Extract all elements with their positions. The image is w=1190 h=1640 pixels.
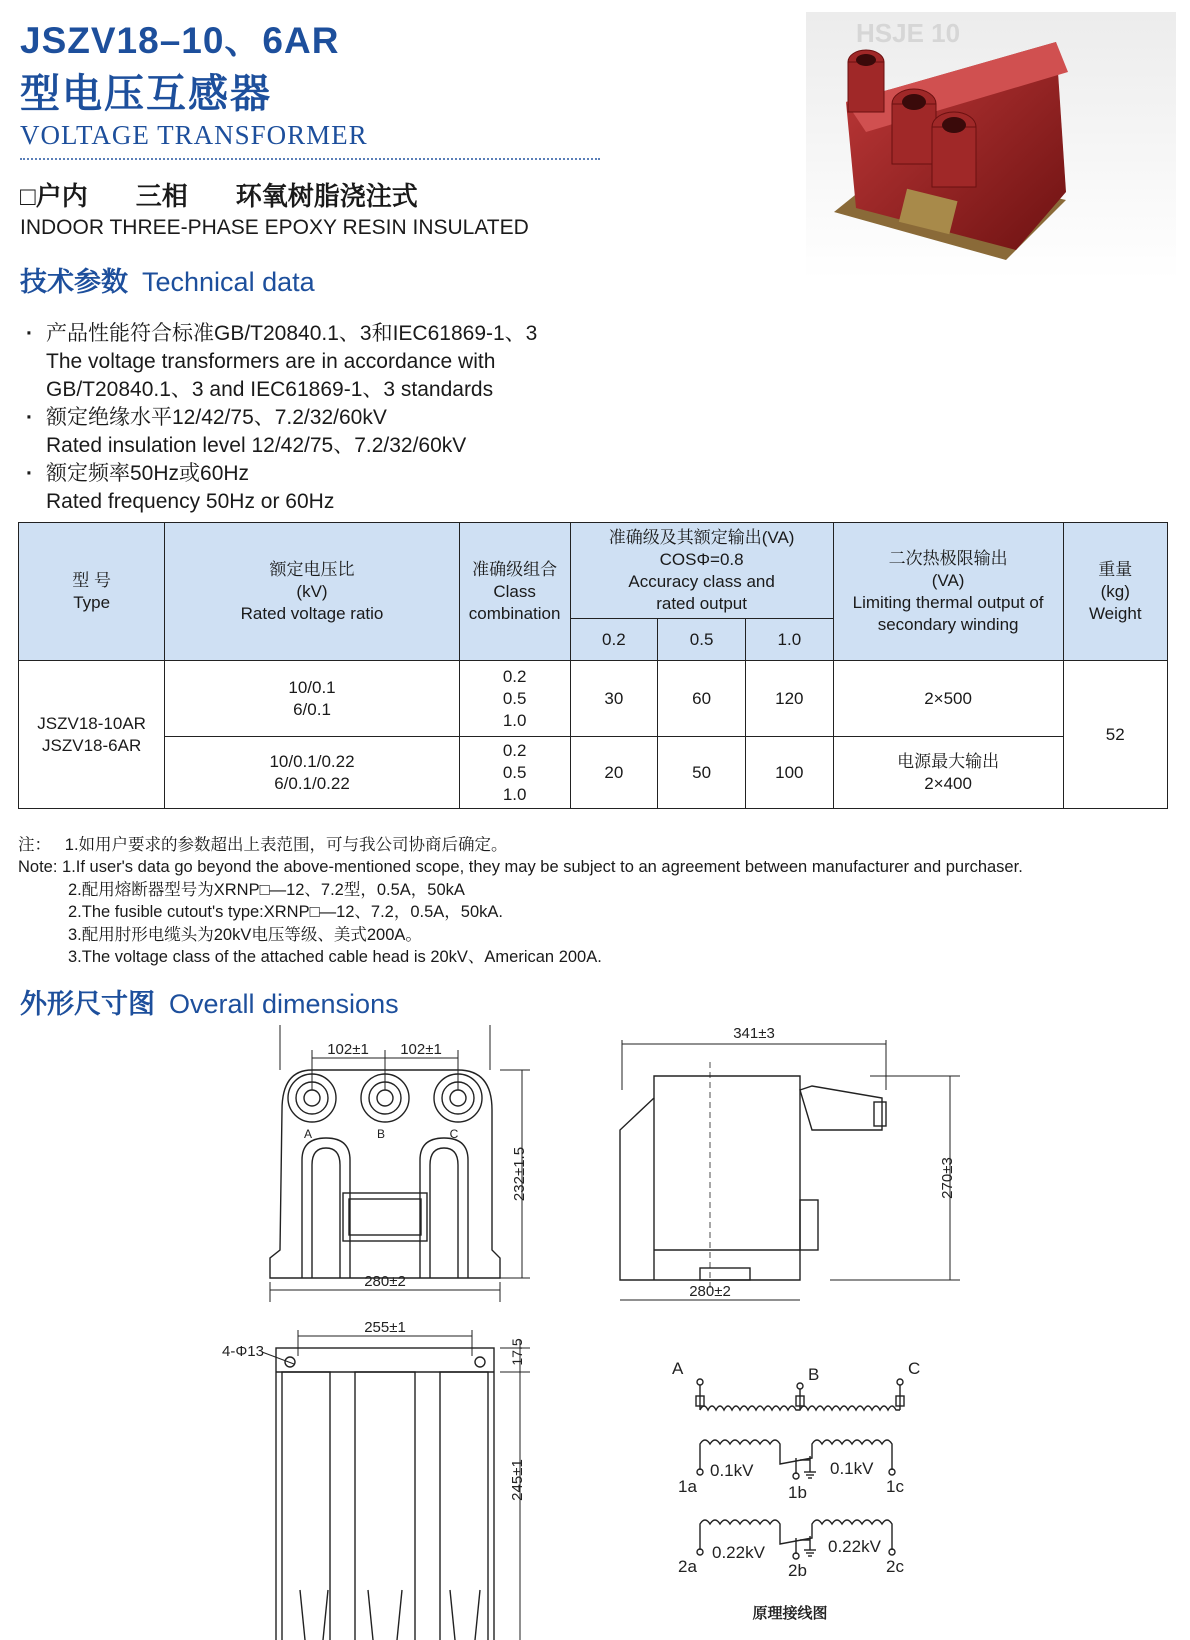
wiring-phase-c: C xyxy=(908,1359,921,1378)
class-02: 0.2 xyxy=(502,740,527,760)
class-05: 0.5 xyxy=(502,688,527,708)
wiring-phase-b: B xyxy=(808,1365,820,1384)
class-10: 1.0 xyxy=(502,710,527,730)
dim-bottom-top: 17.5 xyxy=(509,1338,525,1366)
wiring-2a: 2a xyxy=(678,1557,697,1576)
header-ratio-unit: (kV) xyxy=(296,581,328,601)
type-three-phase: 三相 xyxy=(135,181,188,211)
wiring-2b: 2b xyxy=(788,1561,807,1580)
dim-front-d1: 102±1 xyxy=(327,1041,369,1058)
header-class xyxy=(459,523,570,661)
cell-v02: 20 xyxy=(570,737,658,809)
bullet-standard-cn: · 产品性能符合标准GB/T20840.1、3和IEC61869-1、3 xyxy=(20,320,537,348)
header-type-cn: 型 号 xyxy=(72,570,111,590)
dim-side-height: 270±3 xyxy=(939,1157,956,1199)
title-model: JSZV18–10、6AR xyxy=(20,20,340,61)
header-acc-10: 1.0 xyxy=(745,619,833,661)
dim-bottom-depth: 245±1 xyxy=(509,1459,526,1501)
wiring-2c: 2c xyxy=(886,1557,904,1576)
type-indoor: □户内 xyxy=(20,181,88,211)
cell-v05: 60 xyxy=(658,661,746,737)
product-photo xyxy=(806,12,1176,280)
cell-thermal xyxy=(833,737,1063,809)
header-thermal-en2: secondary winding xyxy=(877,614,1019,634)
type-cn xyxy=(20,176,466,213)
technical-heading-en: Technical data xyxy=(142,267,315,297)
title-cn: 型电压互感器 xyxy=(20,72,272,116)
header-weight-unit: (kg) xyxy=(1100,581,1130,601)
front-phase-b: B xyxy=(376,1127,386,1141)
photo-bg-label: HSJE 10 xyxy=(856,18,961,48)
header-accuracy xyxy=(570,523,833,619)
header-class-cn: 准确级组合 xyxy=(472,559,558,579)
dimension-drawings xyxy=(0,1010,1190,1640)
table-row xyxy=(19,737,1168,809)
class-05: 0.5 xyxy=(502,762,527,782)
cell-ratio xyxy=(165,661,460,737)
header-thermal xyxy=(833,523,1063,661)
wiring-1b: 1b xyxy=(788,1483,807,1502)
header-accuracy-cn: 准确级及其额定输出(VA) xyxy=(608,527,795,547)
dim-bottom-holes: 4-Φ13 xyxy=(222,1343,264,1360)
cell-model xyxy=(19,661,165,809)
front-phase-c: C xyxy=(449,1127,459,1141)
cell-weight: 52 xyxy=(1063,661,1168,809)
cell-thermal: 2×500 xyxy=(833,661,1063,737)
technical-heading-cn: 技术参数 xyxy=(20,267,128,297)
dotted-divider xyxy=(20,158,600,160)
cell-ratio xyxy=(165,737,460,809)
dim-side-depth: 341±3 xyxy=(733,1025,775,1042)
front-view xyxy=(270,1025,530,1302)
notes xyxy=(18,834,1023,968)
wiring-v2b: 0.22kV xyxy=(828,1537,881,1556)
bullet-insulation-cn: · 额定绝缘水平12/42/75、7.2/32/60kV xyxy=(20,404,537,432)
dimensions-heading-cn: 外形尺寸图 xyxy=(20,989,155,1019)
dim-bottom-span: 255±1 xyxy=(364,1319,406,1336)
header-acc-05: 0.5 xyxy=(658,619,746,661)
header-thermal-cn: 二次热极限输出 xyxy=(888,548,1008,568)
model-10ar: JSZV18-10AR xyxy=(37,713,146,733)
spec-table xyxy=(18,522,1168,809)
wiring-diagram xyxy=(672,1359,920,1622)
header-weight xyxy=(1063,523,1168,661)
thermal-power-label: 电源最大输出 xyxy=(897,751,1000,771)
header-type-en: Type xyxy=(73,592,111,612)
ratio-6: 6/0.1 xyxy=(293,699,331,719)
dim-front-height: 232±1.5 xyxy=(511,1146,528,1202)
note-label: 注： xyxy=(18,836,51,854)
bullet-frequency-cn: · 额定频率50Hz或60Hz xyxy=(20,460,537,488)
ratio-10: 10/0.1/0.22 xyxy=(269,751,355,771)
note-3-en: 3.The voltage class of the attached cable head is 20kV、American 200A. xyxy=(68,948,602,967)
note-1-en: Note: 1.If user's data go beyond the above-mentioned scope, they may be subject to an agreement between manufacturer and purchaser. xyxy=(18,858,1023,877)
cell-v02: 30 xyxy=(570,661,658,737)
class-10: 1.0 xyxy=(502,784,527,804)
header-ratio-en: Rated voltage ratio xyxy=(240,603,384,623)
header-accuracy-cos: COSΦ=0.8 xyxy=(659,549,744,569)
type-epoxy: 环氧树脂浇注式 xyxy=(235,181,418,211)
bullet-standard-en2: GB/T20840.1、3 and IEC61869-1、3 standards xyxy=(46,378,494,401)
bullet-frequency-en: Rated frequency 50Hz or 60Hz xyxy=(46,490,335,513)
header-ratio-cn: 额定电压比 xyxy=(269,559,355,579)
header-acc-02: 0.2 xyxy=(570,619,658,661)
thermal-power-value: 2×400 xyxy=(924,773,972,793)
note-3-cn: 3.配用肘形电缆头为20kV电压等级、美式200A。 xyxy=(68,925,422,944)
wiring-caption: 原理接线图 xyxy=(752,1605,828,1622)
wiring-v1a: 0.1kV xyxy=(710,1461,754,1480)
header-row xyxy=(19,523,1168,619)
note-2-cn: 2.配用熔断器型号为XRNP□—12、7.2型，0.5A，50kA xyxy=(68,880,465,899)
dim-front-width: 280±2 xyxy=(364,1273,406,1290)
cell-v10: 120 xyxy=(745,661,833,737)
cell-v05: 50 xyxy=(658,737,746,809)
bottom-view xyxy=(222,1319,530,1640)
header-weight-cn: 重量 xyxy=(1098,559,1133,579)
type-en: INDOOR THREE-PHASE EPOXY RESIN INSULATED xyxy=(20,216,529,239)
side-view xyxy=(620,1025,960,1300)
note-2-en: 2.The fusible cutout's type:XRNP□—12、7.2，0.5A，50kA. xyxy=(68,903,503,922)
dim-front-d2: 102±1 xyxy=(400,1041,442,1058)
ratio-6: 6/0.1/0.22 xyxy=(274,773,350,793)
header-accuracy-en1: Accuracy class and xyxy=(628,571,775,591)
header-weight-en: Weight xyxy=(1088,603,1142,623)
wiring-v1b: 0.1kV xyxy=(830,1459,874,1478)
header-type xyxy=(19,523,165,661)
cell-v10: 100 xyxy=(745,737,833,809)
wiring-v2a: 0.22kV xyxy=(712,1543,765,1562)
header-class-en2: combination xyxy=(468,603,561,623)
wiring-1c: 1c xyxy=(886,1477,904,1496)
wiring-phase-a: A xyxy=(672,1359,684,1378)
front-phase-a: A xyxy=(303,1127,313,1141)
dimensions-heading-en: Overall dimensions xyxy=(169,989,399,1019)
header-thermal-en1: Limiting thermal output of xyxy=(852,592,1044,612)
technical-heading xyxy=(20,260,315,299)
bullet-standard-en1: The voltage transformers are in accordance with xyxy=(46,350,496,373)
header-thermal-unit: (VA) xyxy=(931,570,965,590)
table-row xyxy=(19,661,1168,737)
cell-class xyxy=(459,737,570,809)
header-ratio xyxy=(165,523,460,661)
wiring-1a: 1a xyxy=(678,1477,697,1496)
note-1-cn-text: 1.如用户要求的参数超出上表范围，可与我公司协商后确定。 xyxy=(64,836,508,854)
header-class-en1: Class xyxy=(493,581,536,601)
note-1-cn xyxy=(18,834,1023,856)
technical-bullets xyxy=(20,320,537,516)
ratio-10: 10/0.1 xyxy=(288,677,336,697)
cell-class xyxy=(459,661,570,737)
subtitle: VOLTAGE TRANSFORMER xyxy=(20,120,368,150)
class-02: 0.2 xyxy=(502,666,527,686)
header-accuracy-en2: rated output xyxy=(656,593,747,613)
dim-side-width: 280±2 xyxy=(689,1283,731,1300)
model-6ar: JSZV18-6AR xyxy=(42,735,142,755)
bullet-insulation-en: Rated insulation level 12/42/75、7.2/32/60kV xyxy=(46,434,467,457)
